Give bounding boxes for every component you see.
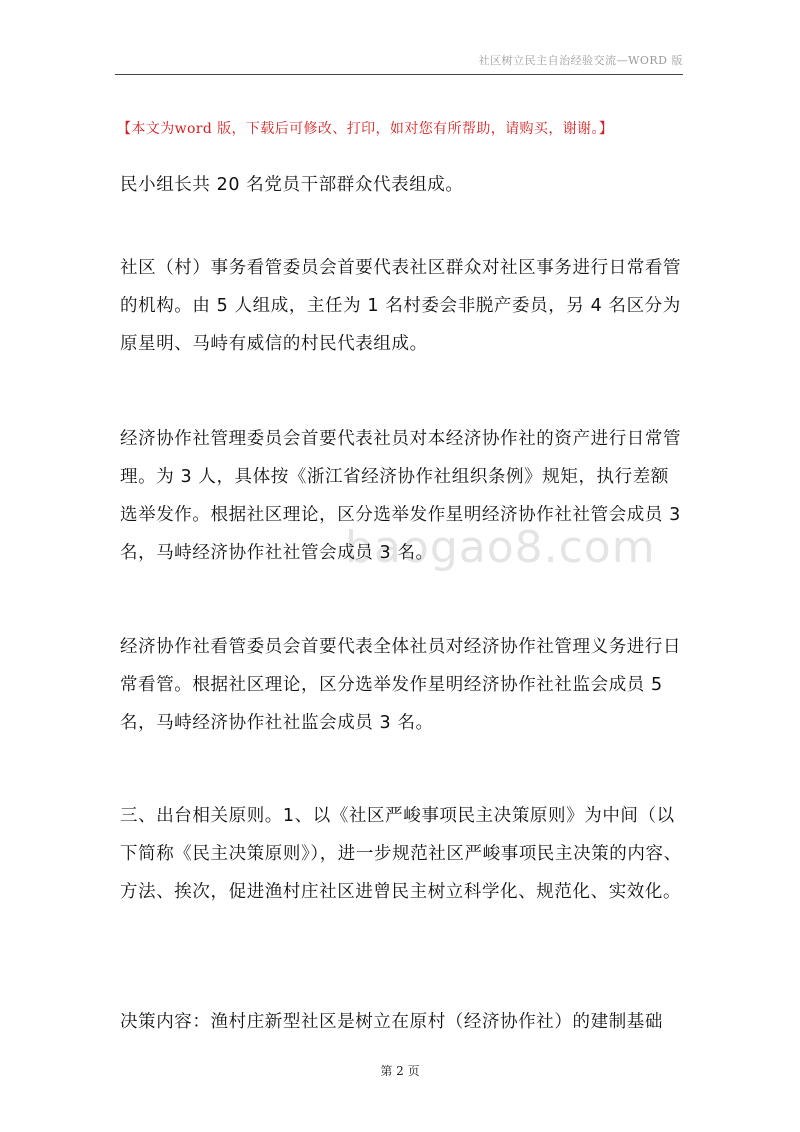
- download-notice: 【本文为word 版，下载后可修改、打印，如对您有所帮助，请购买，谢谢。】: [117, 121, 614, 137]
- body-paragraph: 民小组长共 20 名党员干部群众代表组成。: [120, 175, 464, 195]
- running-header: 社区树立民主自治经验交流—WORD 版: [478, 54, 683, 67]
- body-paragraph: 决策内容：渔村庄新型社区是树立在原村（经济协作社）的建制基础: [120, 1012, 663, 1032]
- body-paragraph: 经济协作社看管委员会首要代表全体社员对经济协作社管理义务进行日常看管。根据社区理论，区分选举发作星明经济协作社社监会成员 5 名，马峙经济协作社社监会成员 3 名。: [120, 637, 682, 733]
- body-paragraph: 社区（村）事务看管委员会首要代表社区群众对社区事务进行日常看管的机构。由 5 人组成，主任为 1 名村委会非脱产委员，另 4 名区分为原星明、马峙有威信的村民代表组成。: [120, 258, 682, 354]
- watermark: baogao8.com: [345, 522, 656, 573]
- body-paragraph: 三、出台相关原则。1、以《社区严峻事项民主决策原则》为中间（以下简称《民主决策原则》），进一步规范社区严峻事项民主决策的内容、方法、挨次，促进渔村庄社区进曾民主树立科学化、规范化、实效化。: [120, 806, 682, 902]
- header-divider: [115, 74, 683, 75]
- body-paragraph: 经济协作社管理委员会首要代表社员对本经济协作社的资产进行日常管理。为 3 人，具体按《浙江省经济协作社组织条例》规矩，执行差额选举发作。根据社区理论，区分选举发作星明经济协作社社管会成员 3 名，马峙经济协作社社管会成员 3 名。: [120, 429, 682, 563]
- page-number: 第 2 页: [380, 1064, 420, 1078]
